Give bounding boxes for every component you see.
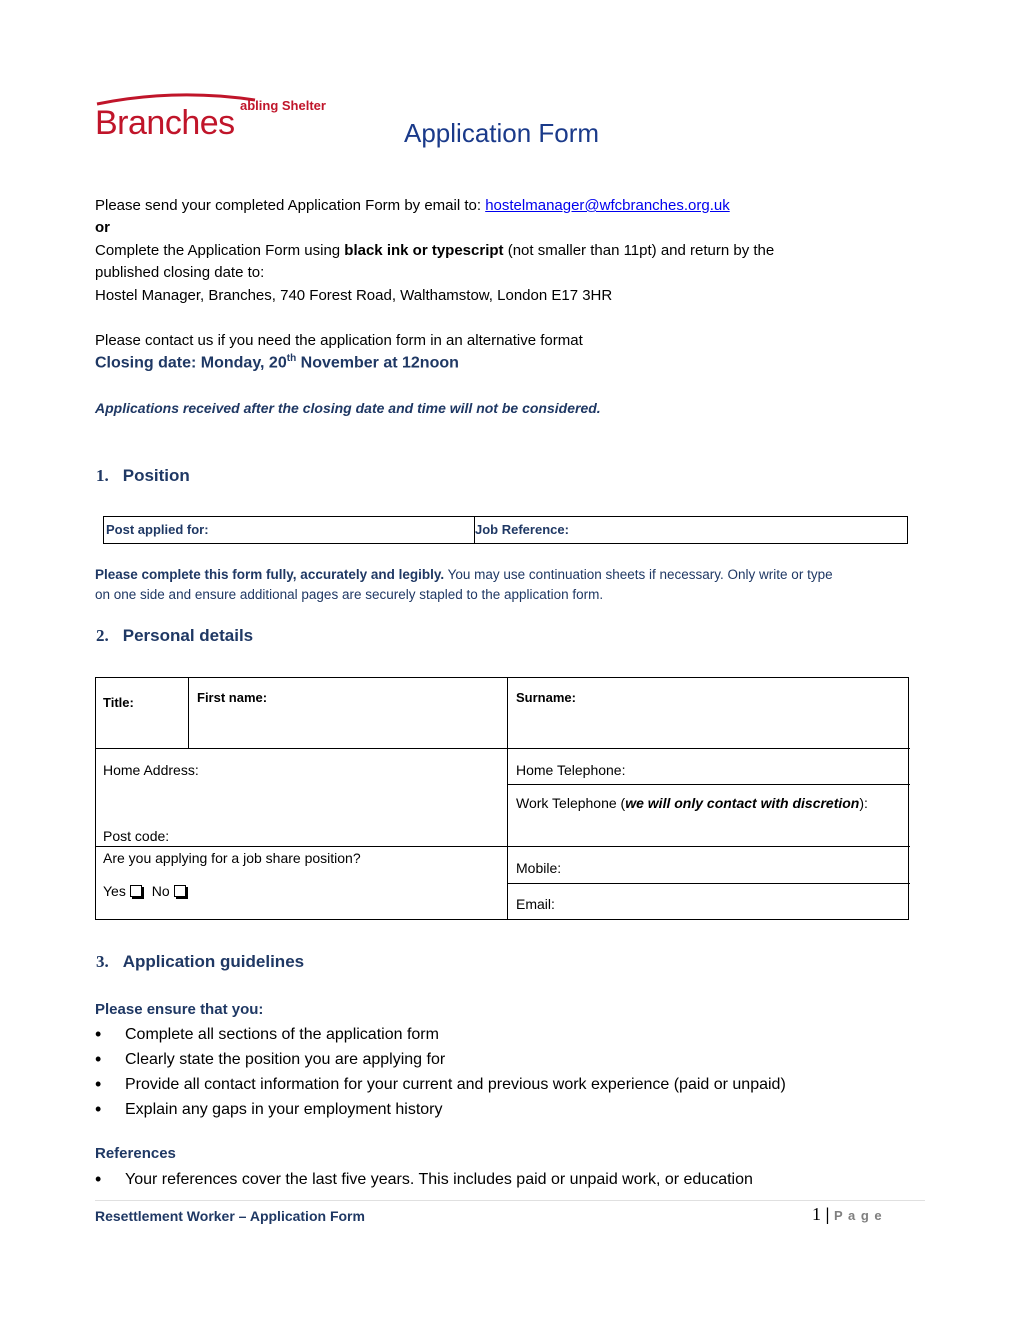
- yes-checkbox[interactable]: [130, 885, 142, 897]
- home-telephone-label[interactable]: Home Telephone:: [516, 762, 626, 778]
- intro-complete-suffix: (not smaller than 11pt) and return by the: [503, 242, 775, 259]
- intro-email-line: [95, 195, 730, 217]
- intro-or: or: [95, 219, 110, 236]
- job-share-options: [103, 883, 186, 899]
- job-reference-cell[interactable]: [475, 517, 908, 544]
- section-heading-personal: [96, 626, 253, 646]
- title-label: Title:: [103, 695, 134, 710]
- logo: [95, 92, 345, 144]
- page-title: Application Form: [404, 118, 600, 148]
- email-label[interactable]: Email:: [516, 896, 555, 912]
- list-item: • Provide all contact information for your current and previous work experience (paid or unpaid): [95, 1072, 925, 1097]
- late-note: Applications received after the closing date and time will not be considered.: [95, 400, 601, 416]
- work-telephone-prefix: Work Telephone (: [516, 795, 626, 811]
- page-separator: |: [825, 1204, 830, 1224]
- logo-wordmark: Branches: [95, 104, 235, 142]
- personal-details-table: [95, 677, 910, 920]
- section1-note-bold: Please complete this form fully, accurately and legibly.: [95, 567, 445, 582]
- section1-note-rest: You may use continuation sheets if necessary. Only write or type: [444, 567, 833, 582]
- page-number: 1: [812, 1204, 821, 1224]
- work-telephone-discretion: we will only contact with discretion: [625, 795, 860, 811]
- post-applied-cell[interactable]: [104, 517, 475, 544]
- home-address-label: Home Address:: [103, 762, 199, 778]
- job-reference-label: Job Reference:: [475, 522, 569, 537]
- list-item: • Clearly state the position you are applying for: [95, 1047, 925, 1072]
- ensure-heading: Please ensure that you:: [95, 1001, 264, 1018]
- surname-label: Surname:: [516, 690, 576, 705]
- intro-alt-format: Please contact us if you need the application form in an alternative format: [95, 332, 583, 349]
- intro-complete-line2: published closing date to:: [95, 264, 265, 281]
- section1-note-line2: on one side and ensure additional pages are securely stapled to the application form.: [95, 587, 604, 602]
- email-link[interactable]: hostelmanager@wfcbranches.org.uk: [485, 197, 730, 214]
- section1-note: [95, 565, 833, 585]
- list-item: • Complete all sections of the application form: [95, 1022, 925, 1047]
- intro-address: Hostel Manager, Branches, 740 Forest Road, Walthamstow, London E17 3HR: [95, 287, 613, 304]
- section-number: 1.: [96, 466, 109, 485]
- post-applied-label: Post applied for:: [106, 522, 209, 537]
- section-number: 3.: [96, 952, 109, 971]
- section-heading-guidelines: [96, 952, 304, 972]
- intro-email-prefix: Please send your completed Application Form by email to:: [95, 197, 486, 214]
- mobile-label[interactable]: Mobile:: [516, 860, 562, 876]
- position-table: [103, 516, 908, 544]
- closing-date-sup: th: [286, 353, 297, 364]
- list-item: • Your references cover the last five years. This includes paid or unpaid work, or education: [95, 1167, 925, 1192]
- post-code-label: Post code:: [103, 828, 170, 844]
- first-name-field[interactable]: [191, 707, 503, 746]
- logo-tagline: abling Shelter: [240, 98, 326, 113]
- section-heading-position: [96, 466, 190, 486]
- yes-label: Yes: [103, 883, 126, 899]
- references-heading: References: [95, 1145, 176, 1162]
- title-field[interactable]: [97, 679, 186, 746]
- section-title: Personal details: [122, 626, 254, 645]
- no-checkbox[interactable]: [174, 885, 186, 897]
- job-share-question: Are you applying for a job share position?: [103, 850, 361, 866]
- footer-left: Resettlement Worker – Application Form: [95, 1208, 365, 1224]
- work-telephone-label[interactable]: [516, 795, 868, 811]
- closing-date-suffix: November at 12noon: [296, 354, 459, 372]
- work-telephone-suffix: ):: [859, 795, 868, 811]
- intro-complete-prefix: Complete the Application Form using: [95, 242, 345, 259]
- first-name-label: First name:: [197, 690, 268, 705]
- list-item: • Explain any gaps in your employment history: [95, 1097, 925, 1122]
- closing-date-prefix: Closing date: Monday, 20: [95, 354, 287, 372]
- footer-divider: [95, 1200, 925, 1201]
- page-word: P a g e: [833, 1208, 883, 1223]
- closing-date: [95, 353, 459, 372]
- intro-complete-bold: black ink or typescript: [344, 242, 504, 259]
- guidelines-list: [95, 1022, 925, 1122]
- section-title: Application guidelines: [122, 952, 305, 971]
- section-number: 2.: [96, 626, 109, 645]
- surname-field[interactable]: [510, 707, 905, 746]
- section-title: Position: [122, 466, 190, 485]
- intro-complete-line: [95, 240, 774, 262]
- no-label: No: [151, 883, 170, 899]
- home-address-field[interactable]: [97, 785, 503, 825]
- references-list: [95, 1167, 925, 1192]
- footer-page: [812, 1204, 883, 1225]
